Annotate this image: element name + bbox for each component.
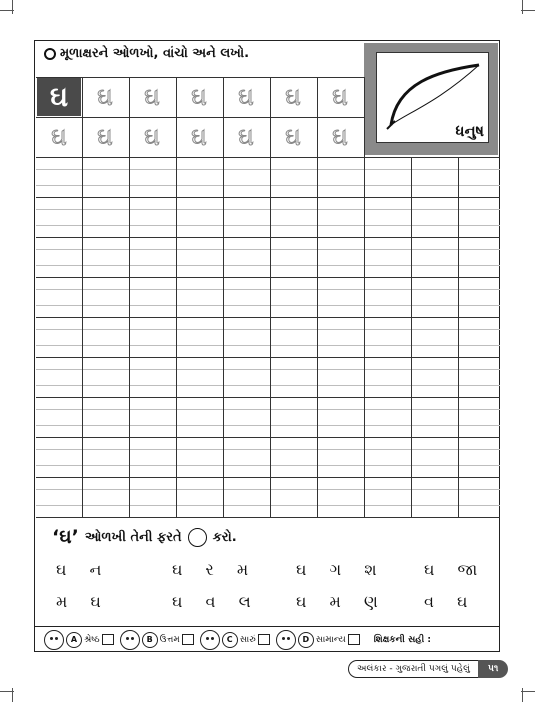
word-item[interactable]: મ ઘ	[56, 592, 110, 611]
grid-line	[36, 437, 500, 438]
guide-line	[36, 409, 500, 410]
grid-line	[36, 277, 500, 278]
smiley-icon	[200, 630, 220, 650]
guide-line	[36, 369, 500, 370]
identify-section	[34, 518, 500, 624]
grid-line	[317, 77, 318, 517]
trace-letter[interactable]: ઘ	[97, 123, 113, 151]
word-item[interactable]: ઘ ન	[56, 560, 111, 579]
smiley-icon	[120, 630, 140, 650]
rating-checkbox[interactable]	[182, 634, 194, 645]
grid-line	[176, 77, 177, 517]
guide-line	[36, 449, 500, 450]
crop-mark	[521, 691, 535, 692]
rating-a	[44, 630, 114, 650]
rating-d	[276, 630, 360, 650]
trace-letter[interactable]: ઘ	[238, 83, 254, 111]
grid-line	[36, 317, 500, 318]
word-item[interactable]: ઘ વ લ	[172, 592, 260, 611]
instruction-text: મૂળાક્ષરને ઓળખો, વાંચો અને લખો.	[60, 46, 250, 61]
grid-line	[458, 157, 459, 517]
grid-line	[129, 77, 130, 517]
grade-badge: C	[222, 632, 238, 648]
guide-line	[36, 425, 500, 426]
circle-icon	[188, 528, 207, 547]
crop-mark	[522, 0, 523, 14]
identify-text-after: કરો.	[212, 529, 237, 545]
trace-letter[interactable]: ઘ	[191, 123, 207, 151]
guide-line	[36, 505, 500, 506]
trace-letter[interactable]: ઘ	[238, 123, 254, 151]
rating-bar	[34, 626, 500, 652]
grade-badge: A	[66, 632, 82, 648]
smiley-icon	[44, 630, 64, 650]
grid-line	[36, 157, 500, 158]
identify-text-before: ઓળખી તેની ફરતે	[84, 529, 182, 545]
rating-label: સારું	[239, 634, 256, 645]
trace-letter[interactable]: ઘ	[285, 83, 301, 111]
grade-badge: B	[142, 632, 158, 648]
word-item[interactable]: ઘ જા	[424, 560, 487, 579]
guide-line	[36, 345, 500, 346]
guide-line	[36, 169, 500, 170]
grid-line	[36, 397, 500, 398]
grid-line	[411, 157, 412, 517]
grid-line	[36, 357, 500, 358]
guide-line	[36, 329, 500, 330]
guide-line	[36, 209, 500, 210]
guide-line	[36, 265, 500, 266]
identify-instruction	[52, 526, 237, 548]
grid-line	[36, 477, 500, 478]
grid-line	[36, 197, 500, 198]
quoted-letter: ‘ઘ’	[52, 526, 79, 548]
trace-letter[interactable]: ઘ	[97, 83, 113, 111]
smiley-icon	[276, 630, 296, 650]
model-letter: ઘ	[37, 78, 81, 116]
rating-label: શ્રેષ્ઠ	[84, 634, 100, 645]
picture-label: ધનુષ	[455, 122, 484, 140]
grid-line	[364, 77, 365, 517]
guide-line	[36, 489, 500, 490]
page-footer	[348, 660, 508, 678]
bullet-icon	[44, 48, 56, 60]
teacher-signature-label: શિક્ષકની સહી :	[373, 634, 431, 645]
rating-label: ઉત્તમ	[159, 634, 180, 645]
crop-mark	[521, 10, 535, 11]
word-item[interactable]: ઘ મ ણ	[296, 592, 387, 611]
rating-checkbox[interactable]	[348, 634, 360, 645]
guide-line	[36, 465, 500, 466]
trace-letter[interactable]: ઘ	[144, 123, 160, 151]
trace-letter[interactable]: ઘ	[285, 123, 301, 151]
guide-line	[36, 249, 500, 250]
guide-line	[36, 305, 500, 306]
grade-badge: D	[298, 632, 314, 648]
grid-line	[36, 77, 364, 78]
book-title: અલંકાર - ગુજરાતી પગલું પહેલું	[348, 660, 478, 678]
rating-checkbox[interactable]	[258, 634, 270, 645]
guide-line	[36, 185, 500, 186]
instruction	[44, 46, 249, 61]
crop-mark	[12, 0, 13, 14]
word-item[interactable]: ઘ ગ શ	[296, 560, 386, 579]
grid-line	[82, 77, 83, 517]
trace-letter[interactable]: ઘ	[144, 83, 160, 111]
trace-letter[interactable]: ઘ	[332, 83, 348, 111]
crop-mark	[522, 688, 523, 702]
grid-line	[36, 117, 364, 118]
rating-b	[120, 630, 194, 650]
crop-mark	[12, 688, 13, 702]
guide-line	[36, 385, 500, 386]
grid-line	[223, 77, 224, 517]
word-item[interactable]: ઘ ર મ	[172, 560, 258, 579]
trace-letter[interactable]: ઘ	[332, 123, 348, 151]
guide-line	[36, 289, 500, 290]
grid-line	[36, 237, 500, 238]
grid-line	[270, 77, 271, 517]
rating-label: સામાન્ય	[315, 634, 346, 645]
picture-card	[376, 52, 489, 143]
rating-checkbox[interactable]	[102, 634, 114, 645]
trace-letter[interactable]: ઘ	[51, 123, 67, 151]
guide-line	[36, 225, 500, 226]
rating-c	[200, 630, 270, 650]
trace-letter[interactable]: ઘ	[191, 83, 207, 111]
word-item[interactable]: વ ઘ	[424, 592, 477, 611]
page-number: ૫૧	[478, 660, 508, 678]
